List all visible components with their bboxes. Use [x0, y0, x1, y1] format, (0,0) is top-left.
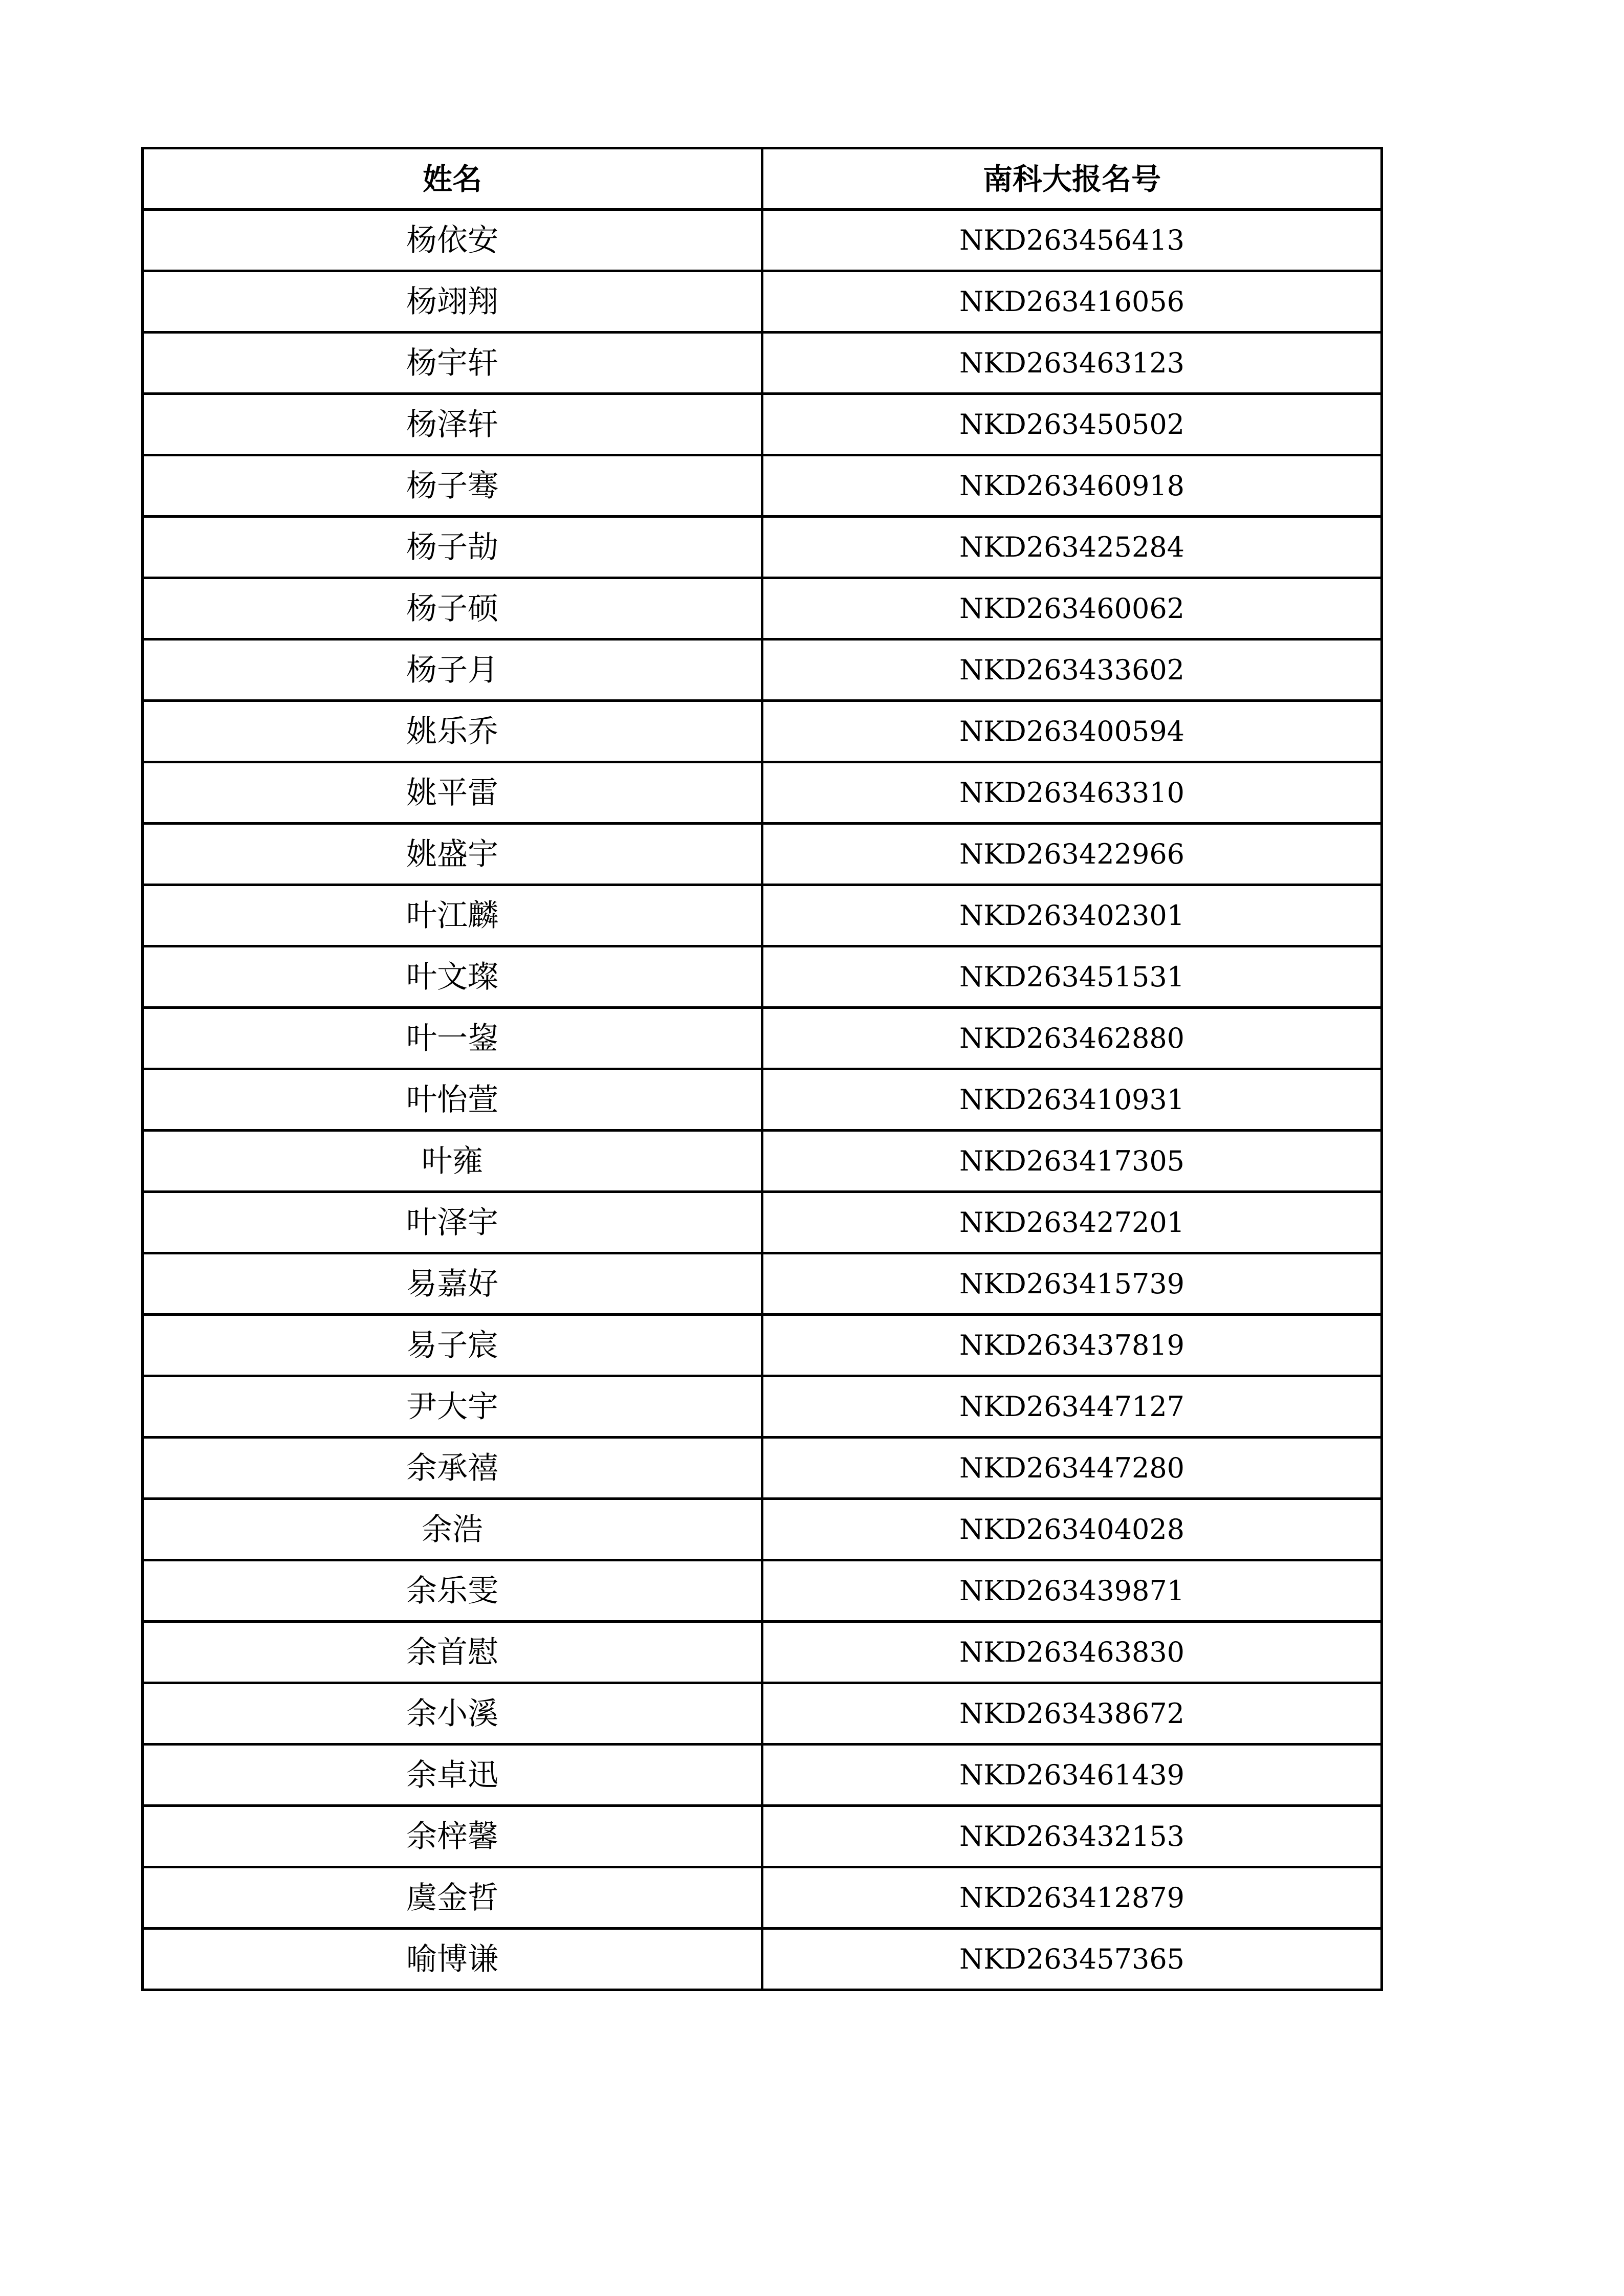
- cell-name: 虞金哲: [143, 1867, 762, 1929]
- cell-reg-no: NKD263427201: [762, 1192, 1382, 1253]
- cell-reg-no: NKD263416056: [762, 271, 1382, 333]
- table-row: [143, 885, 1382, 946]
- table-row: [143, 210, 1382, 271]
- cell-reg-no: NKD263400594: [762, 701, 1382, 762]
- table-row: [143, 517, 1382, 578]
- cell-reg-no: NKD263447280: [762, 1438, 1382, 1499]
- column-header-reg-no: 南科大报名号: [762, 148, 1382, 210]
- cell-name: 杨子月: [143, 639, 762, 701]
- table-row: [143, 455, 1382, 517]
- cell-reg-no: NKD263412879: [762, 1867, 1382, 1929]
- cell-reg-no: NKD263463123: [762, 333, 1382, 394]
- cell-reg-no: NKD263457365: [762, 1929, 1382, 1990]
- table-row: [143, 1438, 1382, 1499]
- cell-name: 余首慰: [143, 1622, 762, 1683]
- cell-reg-no: NKD263447127: [762, 1376, 1382, 1438]
- cell-reg-no: NKD263439871: [762, 1560, 1382, 1622]
- table-row: [143, 639, 1382, 701]
- table-row: [143, 1131, 1382, 1192]
- table-row: [143, 1806, 1382, 1867]
- cell-reg-no: NKD263438672: [762, 1683, 1382, 1745]
- cell-reg-no: NKD263433602: [762, 639, 1382, 701]
- table-row: [143, 333, 1382, 394]
- table-row: [143, 1008, 1382, 1069]
- cell-name: 叶文璨: [143, 946, 762, 1008]
- cell-name: 余浩: [143, 1499, 762, 1560]
- cell-reg-no: NKD263432153: [762, 1806, 1382, 1867]
- cell-reg-no: NKD263463310: [762, 762, 1382, 824]
- cell-name: 杨翊翔: [143, 271, 762, 333]
- cell-reg-no: NKD263456413: [762, 210, 1382, 271]
- cell-name: 杨子骞: [143, 455, 762, 517]
- table-row: [143, 1622, 1382, 1683]
- header-row: [143, 148, 1382, 210]
- table-row: [143, 394, 1382, 455]
- table-row: [143, 1745, 1382, 1806]
- table-header: [143, 148, 1382, 210]
- table-row: [143, 1929, 1382, 1990]
- cell-name: 尹大宇: [143, 1376, 762, 1438]
- cell-name: 余乐雯: [143, 1560, 762, 1622]
- table-row: [143, 946, 1382, 1008]
- table-row: [143, 271, 1382, 333]
- cell-reg-no: NKD263404028: [762, 1499, 1382, 1560]
- cell-reg-no: NKD263415739: [762, 1253, 1382, 1315]
- table-row: [143, 1560, 1382, 1622]
- cell-name: 叶泽宇: [143, 1192, 762, 1253]
- table-row: [143, 762, 1382, 824]
- table-row: [143, 578, 1382, 639]
- cell-name: 叶一鋆: [143, 1008, 762, 1069]
- table-row: [143, 1683, 1382, 1745]
- cell-name: 余承禧: [143, 1438, 762, 1499]
- cell-name: 姚盛宇: [143, 824, 762, 885]
- cell-name: 杨子硕: [143, 578, 762, 639]
- cell-name: 姚乐乔: [143, 701, 762, 762]
- cell-name: 杨宇轩: [143, 333, 762, 394]
- cell-name: 姚平雷: [143, 762, 762, 824]
- cell-reg-no: NKD263462880: [762, 1008, 1382, 1069]
- table-row: [143, 1315, 1382, 1376]
- cell-name: 余小溪: [143, 1683, 762, 1745]
- cell-reg-no: NKD263422966: [762, 824, 1382, 885]
- column-header-name: 姓名: [143, 148, 762, 210]
- table-row: [143, 1376, 1382, 1438]
- table-row: [143, 1499, 1382, 1560]
- cell-name: 叶江麟: [143, 885, 762, 946]
- cell-name: 叶雍: [143, 1131, 762, 1192]
- table-row: [143, 701, 1382, 762]
- cell-reg-no: NKD263402301: [762, 885, 1382, 946]
- table-row: [143, 1069, 1382, 1131]
- cell-reg-no: NKD263460918: [762, 455, 1382, 517]
- cell-name: 余卓迅: [143, 1745, 762, 1806]
- cell-name: 余梓馨: [143, 1806, 762, 1867]
- cell-name: 易子宸: [143, 1315, 762, 1376]
- cell-reg-no: NKD263437819: [762, 1315, 1382, 1376]
- cell-reg-no: NKD263460062: [762, 578, 1382, 639]
- cell-reg-no: NKD263425284: [762, 517, 1382, 578]
- cell-name: 喻博谦: [143, 1929, 762, 1990]
- cell-reg-no: NKD263463830: [762, 1622, 1382, 1683]
- table-row: [143, 824, 1382, 885]
- table-row: [143, 1253, 1382, 1315]
- cell-reg-no: NKD263450502: [762, 394, 1382, 455]
- cell-name: 易嘉好: [143, 1253, 762, 1315]
- cell-name: 叶怡萱: [143, 1069, 762, 1131]
- cell-reg-no: NKD263417305: [762, 1131, 1382, 1192]
- cell-reg-no: NKD263451531: [762, 946, 1382, 1008]
- cell-name: 杨子劼: [143, 517, 762, 578]
- registration-table: [141, 147, 1383, 1991]
- cell-name: 杨泽轩: [143, 394, 762, 455]
- table-body: [143, 210, 1382, 1990]
- cell-reg-no: NKD263461439: [762, 1745, 1382, 1806]
- table-row: [143, 1867, 1382, 1929]
- cell-reg-no: NKD263410931: [762, 1069, 1382, 1131]
- cell-name: 杨依安: [143, 210, 762, 271]
- table-row: [143, 1192, 1382, 1253]
